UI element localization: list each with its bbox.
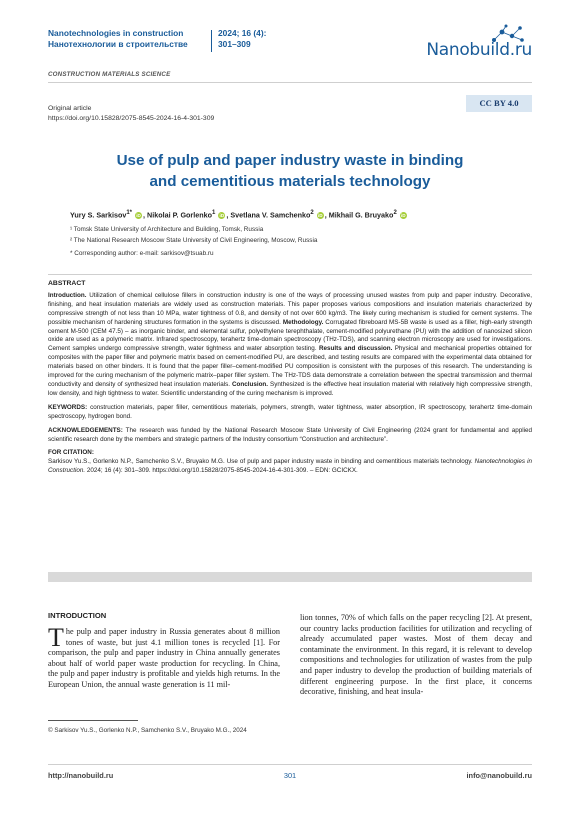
author-name: Nikolai P. Gorlenko	[147, 210, 212, 220]
author-separator: ,	[143, 210, 146, 220]
author-affil-mark: 1*	[126, 210, 133, 216]
citation-journal: Nanotechnologies in Construction.	[48, 458, 532, 475]
journal-header	[48, 28, 532, 64]
keywords	[48, 404, 532, 422]
citation-text: Sarkisov Yu.S., Gorlenko N.P., Samchenko S.V., Bruyako M.G. Use of pulp and paper industry waste in binding and cementitious materials technology.	[48, 458, 475, 466]
abstract-conclusion-text: Synthesized is the effective heat insulation material with relatively high compressive strength, low density, and high tightness to water. Scientific understanding of the curing mechanism is improved.	[48, 380, 532, 397]
doi-link[interactable]: https://doi.org/10.15828/2075-8545-2024-16-4-301-309	[48, 115, 215, 122]
corresponding-author: * Corresponding author: e-mail: sarkisov@tsuab.ru	[70, 250, 214, 257]
orcid-icon[interactable]: iD	[317, 213, 323, 219]
footer-email-link[interactable]: info@nanobuild.ru	[466, 771, 532, 780]
article-title	[60, 150, 520, 192]
citation-text-end[interactable]: 2024; 16 (4): 301–309. https://doi.org/10.15828/2075-8545-2024-16-4-301-309. – EDN: GCICKX.	[85, 467, 358, 475]
author-name: Svetlana V. Samchenko	[230, 210, 311, 220]
article-meta	[48, 104, 214, 124]
intro-column-right: lion tonnes, 70% of which falls on the paper recycling [2]. At present, our country lacks production facilities for utilization and recycling of already accumulated paper wastes. Most of them decay and contaminate the environment. In this regard, it is relevant to develop compositions and technologies for utilization of wastes from the pulp and paper industry to develop the production of building materials of different engineering purpose. In the first place, it concerns decorative, finishing, and heat insula-	[300, 613, 532, 697]
intro-text-left: he pulp and paper industry in Russia generates about 8 million tones of waste, but just 4.1 million tones is recycled [1]. For comparison, the pulp and paper industry in China annually generates about half of world paper waste production for recycling. In China, the pulp and paper industry is profitable and yields high returns. In the European Union, the annual waste generation is 11 mil-	[48, 627, 280, 689]
affiliations	[70, 224, 317, 259]
orcid-icon[interactable]: iD	[401, 213, 406, 219]
issue-info	[218, 28, 266, 49]
abstract-text	[48, 292, 532, 399]
footnote-rule	[48, 720, 138, 721]
header-rule	[48, 82, 532, 83]
header-divider	[211, 30, 212, 52]
copyright-footnote: © Sarkisov Yu.S., Gorlenko N.P., Samchenko S.V., Bruyako M.G., 2024	[48, 727, 247, 734]
author-affil-mark: 2	[310, 210, 314, 216]
abstract-intro-label: Introduction.	[48, 291, 87, 299]
orcid-icon[interactable]: iD	[219, 213, 225, 219]
abstract-results-text: Physical and mechanical properties obtained for composites with the paper filler and polymeric matrix based on cement-modified PU, are described, and testing results are compared with the experimental data obtained for materials based on other binders. It is found that the paper filler–cement-modified PU composition is consistent with the purposes of this research. The understanding is improved for the curing mechanism of the polymeric matrix–paper filler system. The THz-TDS data demonstrate a correlation between the spectral transmission and thermal conductivity and density of synthesized heat insulation materials.	[48, 345, 532, 388]
affiliation-2: ² The National Research Moscow State University of Civil Engineering, Moscow, Russia	[70, 237, 318, 244]
intro-heading: INTRODUCTION	[48, 611, 107, 620]
author-name: Yury S. Sarkisov	[70, 210, 127, 220]
citation-label: FOR CITATION:	[48, 449, 94, 457]
footer-website-link[interactable]: http://nanobuild.ru	[48, 771, 114, 780]
drop-cap: T	[48, 623, 64, 652]
abstract-method-text: Corrugated fibreboard MS-5B waste is used as a filler, high-early strength cement M-500 (CEM 47.5) – as inorganic binder, and elemental sulfur, polyethylene terephthalate, cement-modified polyurethane (PU) with the addition of nanosized silicon oxide are used as a polymeric matrix. Infrared spectroscopy, terahertz time-domain spectroscopy (THz-TDS), and scanning electron microscopy are used for investigations. Cement samples undergo compressive strength, water tightness and water absorption testing.	[48, 318, 532, 353]
section-label: CONSTRUCTION MATERIALS SCIENCE	[48, 71, 171, 78]
acknowledgements	[48, 427, 532, 445]
issue-volume: 2024; 16 (4):	[218, 28, 267, 38]
author-affil-mark: 1	[212, 210, 216, 216]
abstract-end-bar	[48, 572, 532, 582]
orcid-icon[interactable]: iD	[136, 213, 141, 219]
abstract-method-label: Methodology.	[282, 318, 324, 326]
ack-label: ACKNOWLEDGEMENTS:	[48, 426, 123, 434]
article-type: Original article	[48, 105, 92, 112]
intro-column-left	[48, 623, 280, 691]
citation	[48, 449, 532, 476]
author-list	[70, 210, 408, 219]
abstract-block	[48, 280, 532, 478]
license-badge[interactable]: CC BY 4.0	[466, 95, 532, 112]
page-number: 301	[283, 771, 297, 780]
affiliation-1: ¹ Tomsk State University of Architecture and Building, Tomsk, Russia	[70, 226, 264, 233]
footer-rule	[48, 764, 532, 765]
author-affil-mark: 2	[393, 210, 397, 216]
abstract-intro-text: Utilization of chemical cellulose fillers in construction industry is one of the ways of processing unused wastes from pulp and paper industry. Decorative, finishing, and heat insulation materials are widely used as construction materials. This paper proposes various compositions and insulation materials characterized by compressive strength of not less than 10 MPa, water tightness of 0.8, and density of not over 600 kg/m3. The likely curing mechanism is studied for cement systems. The possible mechanism of hardening structures formation in the systems is discussed.	[48, 291, 532, 326]
title-line-2: and cementitious materials technology	[149, 173, 431, 190]
keywords-text: construction materials, paper filler, cementitious materials, polymers, strength, water tightness, water absorption, IR spectroscopy, terahertz time-domain spectroscopy, hydrogen bond.	[48, 403, 532, 420]
title-line-1: Use of pulp and paper industry waste in binding	[116, 152, 464, 169]
keywords-label: KEYWORDS:	[48, 403, 88, 411]
journal-name-en: Nanotechnologies in construction	[48, 28, 184, 38]
abstract-results-label: Results and discussion.	[318, 345, 393, 353]
abstract-conclusion-label: Conclusion.	[232, 380, 269, 388]
journal-name	[48, 28, 188, 49]
abstract-heading: ABSTRACT	[48, 280, 86, 287]
nanobuild-logo[interactable]	[412, 28, 532, 68]
ack-text: The research was funded by the National Research Moscow State University of Civil Engineering (2024 grant for fundamental and applied scientific research done by the members and strategic partners of the Industry consortium “Construction and architecture”.	[48, 426, 532, 443]
journal-name-ru: Нанотехнологии в строительстве	[48, 38, 188, 49]
author-name: Mikhail G. Bruyako	[328, 210, 394, 220]
logo-text: Nanobuild.ru	[426, 40, 532, 60]
issue-pages: 301–309	[218, 38, 251, 49]
abstract-rule-top	[48, 274, 532, 275]
author-separator: ,	[324, 210, 327, 220]
author-separator: ,	[226, 210, 229, 220]
